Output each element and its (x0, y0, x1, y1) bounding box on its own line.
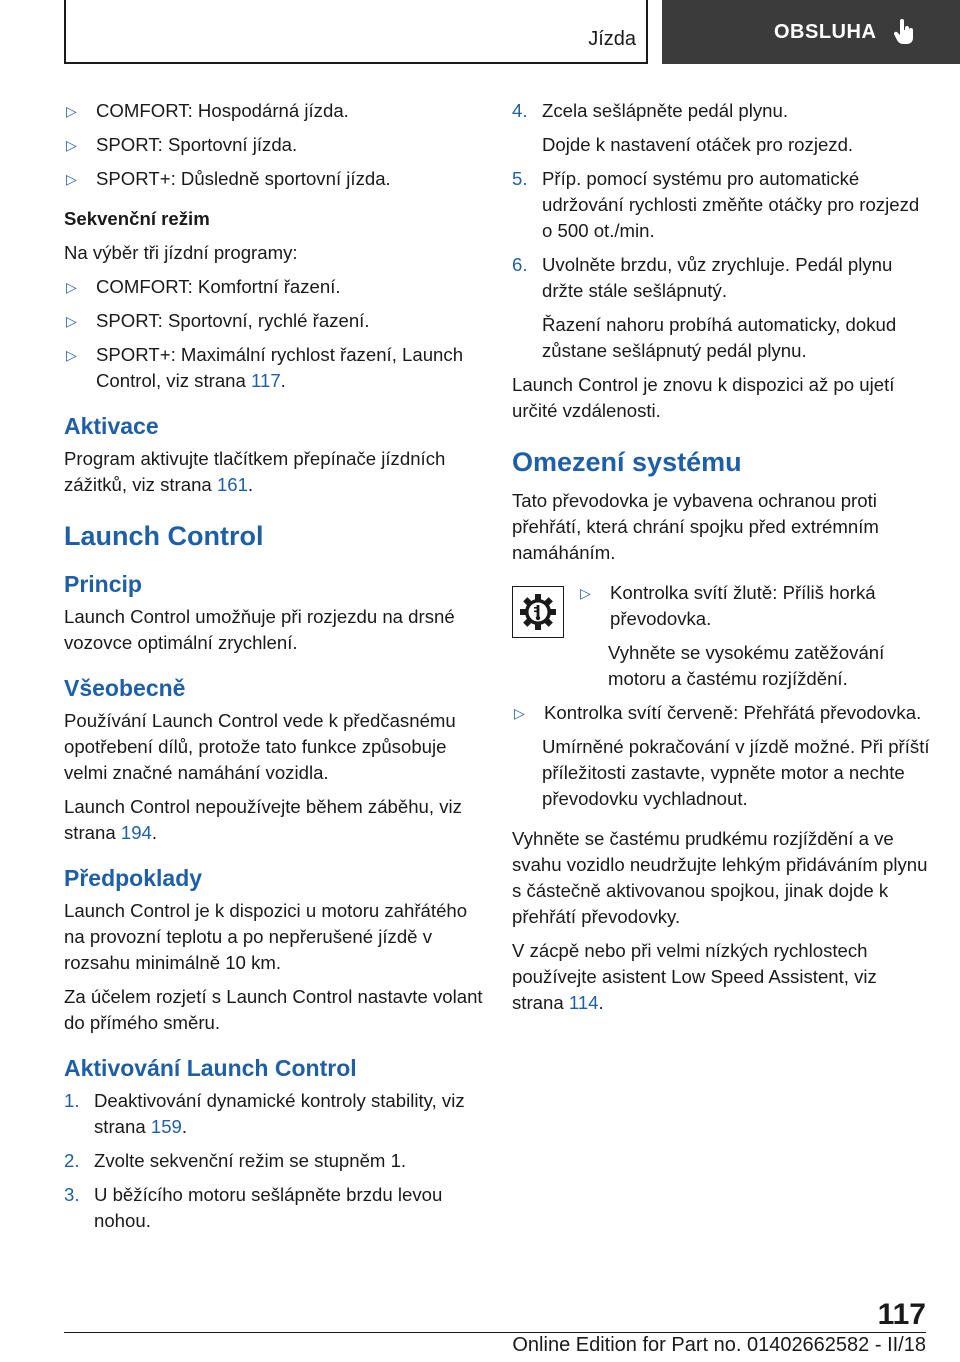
prerequisites-heading: Předpoklady (64, 865, 203, 891)
activation-heading: Aktivace (64, 413, 159, 439)
principle-text: Launch Control umožňuje při rozjezdu na drsné vozovce optimální zrychlení. (64, 606, 455, 653)
availability-text: Launch Control je znovu k dispozici až po ujetí určité vzdálenosti. (512, 374, 895, 421)
activating-heading: Aktivování Launch Control (64, 1055, 357, 1081)
page-link[interactable]: 194 (120, 822, 152, 843)
system-limits-heading: Omezení systému (512, 447, 742, 477)
header-chapter-tab (662, 0, 960, 64)
system-limits-text: Tato převodovka je vybavena ochranou proti přehřátí, která chrání spojku před extrémním namáháním. (512, 490, 879, 563)
footer-divider (64, 1332, 926, 1333)
triangle-bullet-icon: ▷ (66, 347, 77, 363)
launch-control-heading: Launch Control (64, 521, 264, 551)
header-section-title: Jízda (588, 28, 636, 50)
triangle-bullet-icon: ▷ (580, 585, 591, 601)
warning-note: Umírněné pokračování v jízdě možné. Při příští příležitosti zastavte, vypněte motor a nechte převodovku vychladnout. (542, 736, 930, 809)
right-column (512, 98, 932, 1024)
triangle-bullet-icon: ▷ (66, 137, 77, 153)
triangle-bullet-icon: ▷ (514, 705, 525, 721)
footer-edition-text: Online Edition for Part no. 01402662582 - II/18 (512, 1334, 926, 1356)
step-note: Řazení nahoru probíhá automaticky, dokud zůstane sešlápnutý pedál plynu. (542, 314, 897, 361)
prerequisites-text-2: Za účelem rozjetí s Launch Control nastavte volant do přímého směru. (64, 986, 483, 1033)
warning-block (512, 580, 932, 700)
list-item: ▷ Kontrolka svítí červeně: Přehřátá převodovka. (512, 700, 932, 726)
step-item: 3. U běžícího motoru sešlápněte brzdu levou nohou. (64, 1184, 443, 1231)
sequential-mode-intro: Na výběr tři jízdní programy: (64, 242, 298, 263)
page-number: 117 (877, 1298, 926, 1331)
page-link[interactable]: 117 (251, 370, 281, 391)
general-text-2: Launch Control nepoužívejte během záběhu, viz strana 194. (64, 796, 462, 843)
step-item: 1. Deaktivování dynamické kontroly stability, viz strana 159. (64, 1090, 465, 1137)
page-link[interactable]: 159 (150, 1116, 182, 1137)
list-item: ▷ SPORT+: Důsledně sportovní jízda. (64, 166, 484, 192)
pointing-hand-icon (894, 19, 916, 45)
page-link[interactable]: 161 (216, 474, 248, 495)
triangle-bullet-icon: ▷ (66, 279, 77, 295)
step-note: Dojde k nastavení otáček pro rozjezd. (542, 134, 854, 155)
triangle-bullet-icon: ▷ (66, 103, 77, 119)
list-item: ▷ COMFORT: Hospodárná jízda. (64, 98, 484, 124)
page-link[interactable]: 114 (568, 992, 599, 1013)
general-heading: Všeobecně (64, 675, 186, 701)
list-item: ▷ SPORT: Sportovní jízda. (64, 132, 484, 158)
traffic-jam-text: V zácpě nebo při velmi nízkých rychlostech používejte asistent Low Speed Assistent, viz strana 114. (512, 940, 877, 1013)
triangle-bullet-icon: ▷ (66, 313, 77, 329)
step-item: 5. Příp. pomocí systému pro automatické udržování rychlosti změňte otáčky pro rozjezd o 500 ot./min. (512, 168, 920, 241)
advice-text: Vyhněte se častému prudkému rozjíždění a ve svahu vozidlo neudržujte lehkým přidáváním plynu s částečně aktivovanou spojkou, jinak dojde k přehřátí převodovky. (512, 828, 928, 927)
header-chapter-label: OBSLUHA (774, 20, 877, 43)
step-item: 2. Zvolte sekvenční režim se stupněm 1. (64, 1150, 407, 1171)
step-item: 6. Uvolněte brzdu, vůz zrychluje. Pedál plynu držte stále sešlápnutý. (512, 254, 893, 301)
step-item: 4. Zcela sešlápněte pedál plynu. (512, 100, 789, 121)
triangle-bullet-icon: ▷ (66, 171, 77, 187)
list-item: ▷ Kontrolka svítí žlutě: Příliš horká převodovka. (578, 580, 932, 632)
prerequisites-text: Launch Control je k dispozici u motoru zahřátého na provozní teplotu a po nepřerušené jízdě v rozsahu minimálně 10 km. (64, 900, 468, 973)
warning-note: Vyhněte se vysokému zatěžování motoru a častému rozjíždění. (608, 642, 885, 689)
list-item: ▷ COMFORT: Komfortní řazení. (64, 274, 484, 300)
header-section-box (64, 0, 648, 64)
left-column (64, 98, 484, 1242)
transmission-warning-icon (512, 586, 564, 638)
list-item: ▷ SPORT+: Maximální rychlost řazení, Launch Control, viz strana 117. (64, 342, 484, 394)
activation-text: Program aktivujte tlačítkem přepínače jízdních zážitků, viz strana 161. (64, 448, 446, 495)
principle-heading: Princip (64, 571, 142, 597)
general-text: Používání Launch Control vede k předčasnému opotřebení dílů, protože tato funkce způsobuje velmi značné namáhání vozidla. (64, 710, 456, 783)
sequential-mode-heading: Sekvenční režim (64, 208, 210, 229)
list-item: ▷ SPORT: Sportovní, rychlé řazení. (64, 308, 484, 334)
